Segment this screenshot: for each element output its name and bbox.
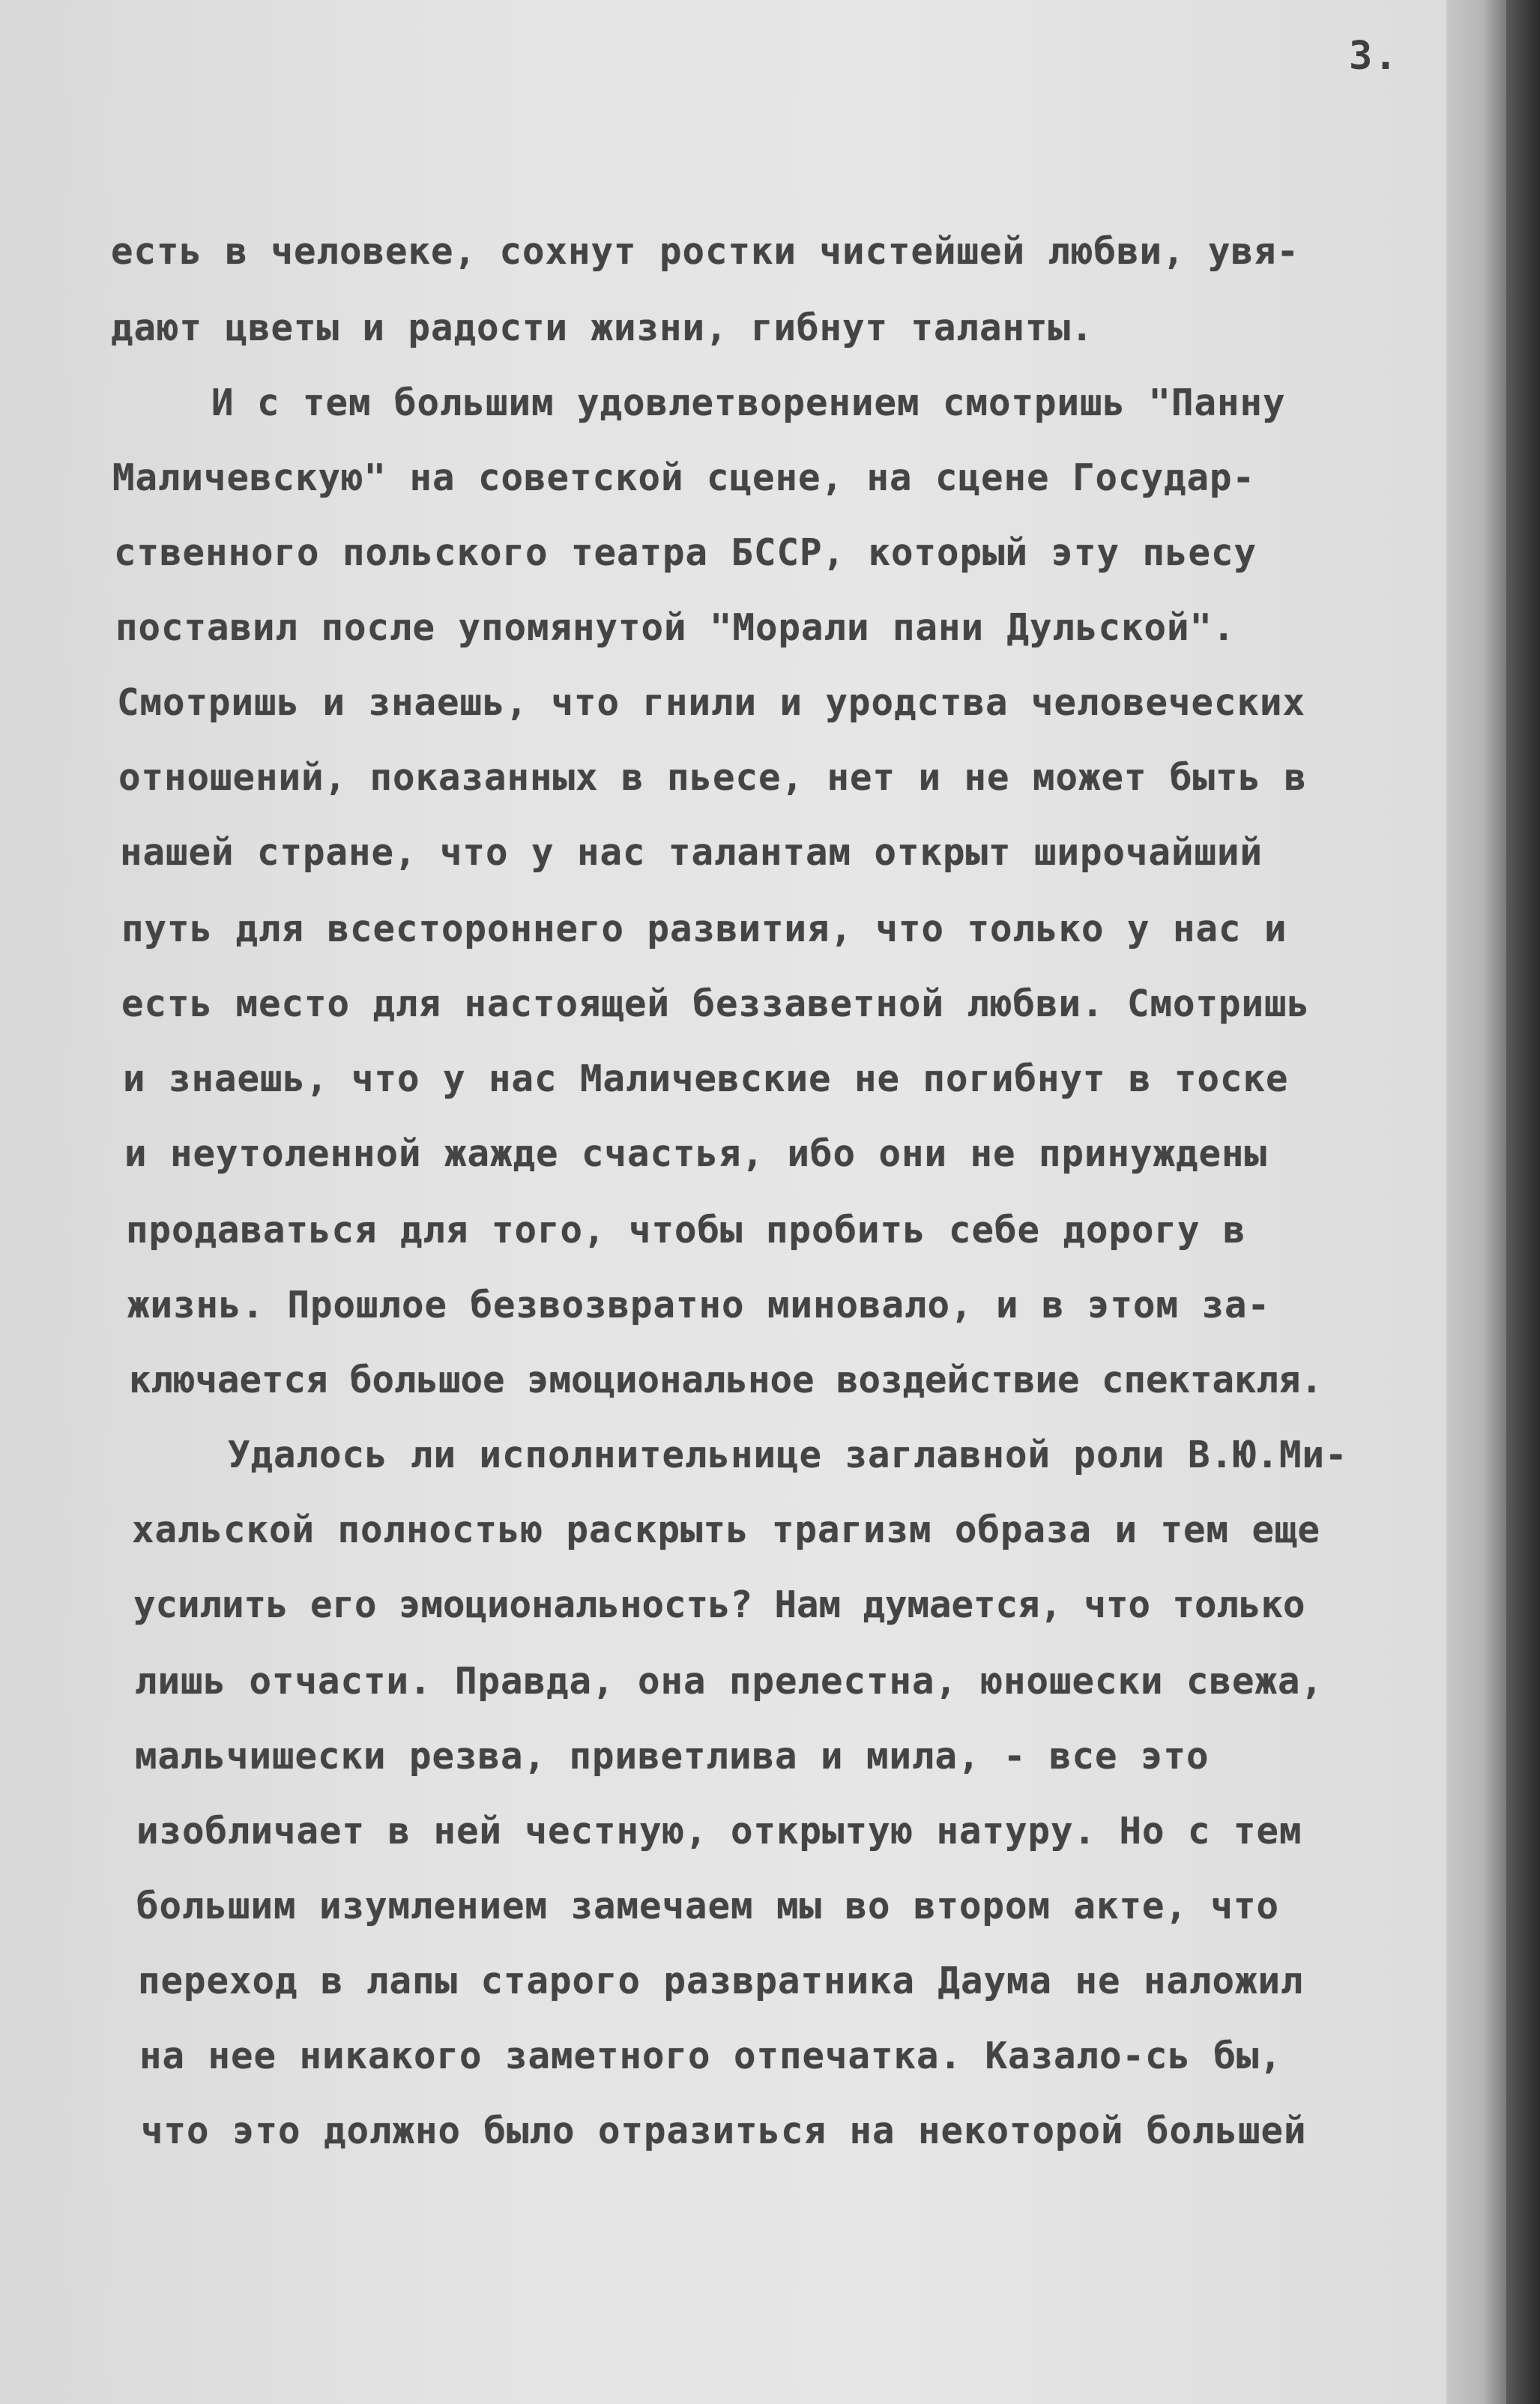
- text-line: хальской полностью раскрыть трагизм образа и тем еще: [132, 1508, 1321, 1551]
- text-line: и знаешь, что у нас Маличевские не погибнут в тоске: [123, 1057, 1289, 1100]
- text-line: И с тем большим удовлетворением смотришь "Панну: [211, 381, 1286, 424]
- text-line: и неутоленной жажде счастья, ибо они не принуждены: [124, 1132, 1268, 1175]
- text-line: есть место для настоящей беззаветной любви. Смотришь: [121, 982, 1311, 1025]
- text-line: дают цветы и радости жизни, гибнут таланты.: [111, 306, 1094, 349]
- text-line: на нее никакого заметного отпечатка. Казало-сь бы,: [139, 2035, 1283, 2077]
- text-line: изобличает в ней честную, открытую натуру. Но с тем: [136, 1810, 1302, 1852]
- binding-shadow: [1506, 0, 1540, 2404]
- text-line: мальчишески резва, приветлива и мила, - все это: [135, 1735, 1210, 1778]
- text-line: большим изумлением замечаем мы во втором акте, что: [136, 1885, 1280, 1927]
- text-line: отношений, показанных в пьесе, нет и не может быть в: [118, 756, 1308, 799]
- text-line: лишь отчасти. Правда, она прелестна, юношески свежа,: [135, 1660, 1324, 1703]
- text-line: Удалось ли исполнительнице заглавной роли В.Ю.Ми-: [228, 1434, 1348, 1476]
- text-line: что это должно было отразиться на некоторой большей: [141, 2109, 1307, 2152]
- underlying-page-edge: [1446, 0, 1506, 2404]
- text-line: Маличевскую" на советской сцене, на сцене Государ-: [112, 456, 1256, 499]
- text-line: есть в человеке, сохнут ростки чистейшей любви, увя-: [111, 230, 1300, 273]
- text-line: поставил после упомянутой "Морали пани Дульской".: [115, 606, 1236, 649]
- page-number: 3.: [1349, 34, 1399, 79]
- text-line: путь для всестороннего развития, что только у нас и: [121, 907, 1287, 950]
- text-line: продаваться для того, чтобы пробить себе дорогу в: [126, 1209, 1246, 1251]
- text-line: нашей стране, что у нас талантам открыт широчайший: [120, 831, 1263, 874]
- text-line: переход в лапы старого развратника Даума не наложил: [138, 1960, 1304, 2002]
- text-line: усилить его эмоциональность? Нам думается, что только: [133, 1583, 1305, 1626]
- text-line: жизнь. Прошлое безвозвратно миновало, и в этом за-: [127, 1284, 1271, 1326]
- text-line: ключается большое эмоциональное воздействие спектакля.: [129, 1359, 1323, 1401]
- text-line: Смотришь и знаешь, что гнили и уродства человеческих: [117, 681, 1306, 724]
- text-line: ственного польского театра БССР, который эту пьесу: [114, 531, 1257, 574]
